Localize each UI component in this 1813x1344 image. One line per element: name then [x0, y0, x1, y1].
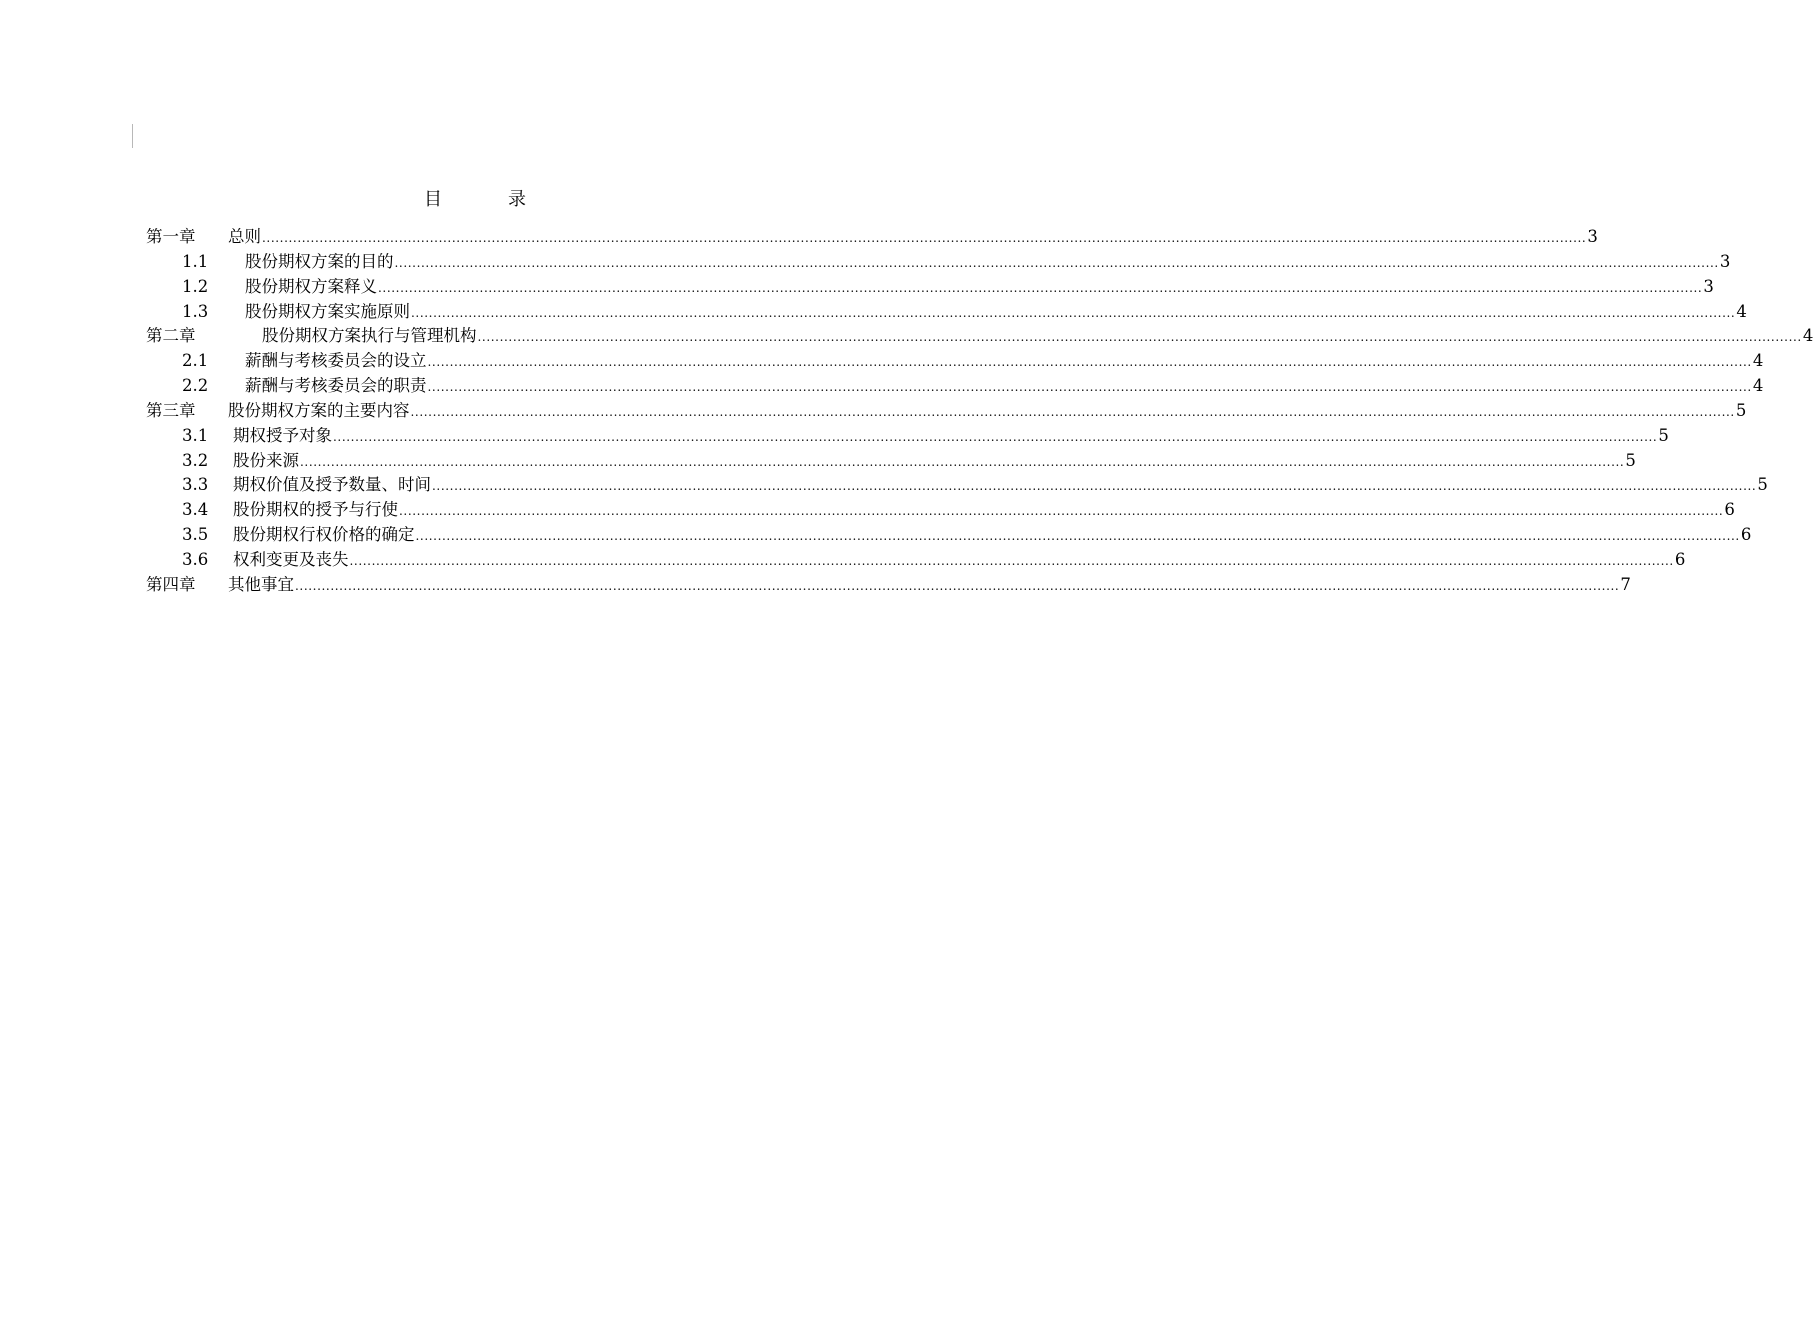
toc-entry-text: 股份期权方案释义 — [245, 276, 377, 296]
dot-leader: ............................................................................................................................................................................................................................................................................................................ — [399, 504, 1724, 519]
toc-entry-page: 5 — [1658, 425, 1669, 445]
toc-entry-number: 3.4 — [182, 500, 209, 520]
toc-entry-text: 期权价值及授予数量、时间 — [233, 475, 431, 495]
toc-entry-page: 5 — [1625, 450, 1636, 470]
toc-entry-page: 6 — [1724, 500, 1735, 520]
toc-entry-page: 3 — [1587, 227, 1598, 246]
toc-entry-page: 4 — [1752, 376, 1764, 396]
toc-entry-number: 1.1 — [182, 251, 209, 271]
toc-entry-page: 7 — [1620, 574, 1631, 594]
dot-leader: ............................................................................................................................................................................................................................................................................................................ — [432, 479, 1757, 494]
dot-leader: ............................................................................................................................................................................................................................................................................................................ — [411, 305, 1736, 320]
toc-entry-text: 股份期权方案实施原则 — [245, 301, 410, 321]
toc-entry-page: 5 — [1757, 475, 1768, 495]
dot-leader: ............................................................................................................................................................................................................................................................................................................ — [262, 231, 1587, 245]
toc-entry-page: 4 — [1752, 351, 1764, 371]
toc-entry-text: 股份来源 — [233, 450, 299, 470]
toc-entry-text: 总则 — [228, 227, 261, 246]
toc-entry[interactable] — [146, 548, 1686, 573]
toc-entry[interactable] — [146, 573, 1631, 598]
toc-entry-text: 薪酬与考核委员会的职责 — [245, 376, 427, 396]
toc-entry-text: 薪酬与考核委员会的设立 — [245, 351, 427, 371]
toc-entry-page: 4 — [1802, 326, 1813, 346]
toc-entry-number: 3.2 — [182, 450, 209, 470]
toc-title: 目 录 — [424, 189, 550, 210]
dot-leader: ............................................................................................................................................................................................................................................................................................................ — [349, 553, 1674, 568]
dot-leader: ............................................................................................................................................................................................................................................................................................................ — [477, 330, 1802, 345]
toc-entry-text: 股份期权方案的主要内容 — [228, 400, 410, 420]
toc-entry-page: 3 — [1719, 251, 1731, 271]
toc-entry[interactable] — [146, 300, 1747, 325]
dot-leader: ............................................................................................................................................................................................................................................................................................................ — [427, 355, 1752, 370]
toc-entry-number: 3.3 — [182, 475, 209, 495]
toc-entry[interactable] — [146, 424, 1669, 449]
toc-entry[interactable] — [146, 324, 1813, 349]
margin-marker — [132, 124, 133, 148]
dot-leader: ............................................................................................................................................................................................................................................................................................................ — [415, 529, 1740, 544]
toc-entry-text: 其他事宜 — [228, 574, 294, 594]
dot-leader: ............................................................................................................................................................................................................................................................................................................ — [295, 578, 1620, 593]
toc-entry-text: 股份期权方案的目的 — [245, 251, 394, 271]
toc-entry-page: 3 — [1703, 276, 1714, 296]
toc-entry-page: 4 — [1736, 301, 1747, 321]
dot-leader: ............................................................................................................................................................................................................................................................................................................ — [378, 280, 1703, 295]
toc-entry-page: 6 — [1674, 549, 1686, 569]
toc-entry[interactable] — [146, 399, 1747, 424]
toc-entry-number: 第三章 — [146, 400, 196, 420]
toc-entry-number: 2.2 — [182, 376, 209, 396]
toc-entry-number: 3.1 — [182, 425, 209, 445]
dot-leader: ............................................................................................................................................................................................................................................................................................................ — [427, 380, 1752, 395]
toc-entry[interactable] — [146, 275, 1714, 300]
toc-entry[interactable] — [146, 449, 1636, 474]
toc-entry-number: 第二章 — [146, 326, 196, 346]
toc-entry[interactable] — [146, 473, 1768, 498]
toc-entry[interactable] — [146, 225, 1598, 250]
toc-entry[interactable] — [146, 349, 1764, 374]
toc-entry-text: 期权授予对象 — [233, 425, 332, 445]
toc-entry-number: 1.2 — [182, 276, 209, 296]
toc-entry-text: 权利变更及丧失 — [233, 549, 349, 569]
toc-entry-text: 股份期权的授予与行使 — [233, 500, 398, 520]
toc-entry-page: 5 — [1735, 400, 1747, 420]
toc-entry[interactable] — [146, 374, 1764, 399]
toc-entry-text: 股份期权行权价格的确定 — [233, 525, 415, 545]
toc-entry-number: 第一章 — [146, 227, 196, 246]
toc-entry[interactable] — [146, 498, 1735, 523]
toc-entry-page: 6 — [1740, 525, 1752, 545]
toc-entry[interactable] — [146, 523, 1752, 548]
toc-entry-number: 2.1 — [182, 351, 209, 371]
toc-entry-number: 1.3 — [182, 301, 209, 321]
toc-entry-number: 3.6 — [182, 549, 209, 569]
dot-leader: ............................................................................................................................................................................................................................................................................................................ — [410, 404, 1735, 419]
table-of-contents — [146, 225, 1813, 598]
dot-leader: ............................................................................................................................................................................................................................................................................................................ — [300, 454, 1625, 469]
toc-entry-number: 3.5 — [182, 525, 209, 545]
toc-entry-number: 第四章 — [146, 574, 196, 594]
dot-leader: ............................................................................................................................................................................................................................................................................................................ — [333, 429, 1658, 444]
toc-entry-text: 股份期权方案执行与管理机构 — [262, 326, 477, 346]
toc-entry[interactable] — [146, 250, 1731, 275]
dot-leader: ............................................................................................................................................................................................................................................................................................................ — [394, 255, 1719, 270]
